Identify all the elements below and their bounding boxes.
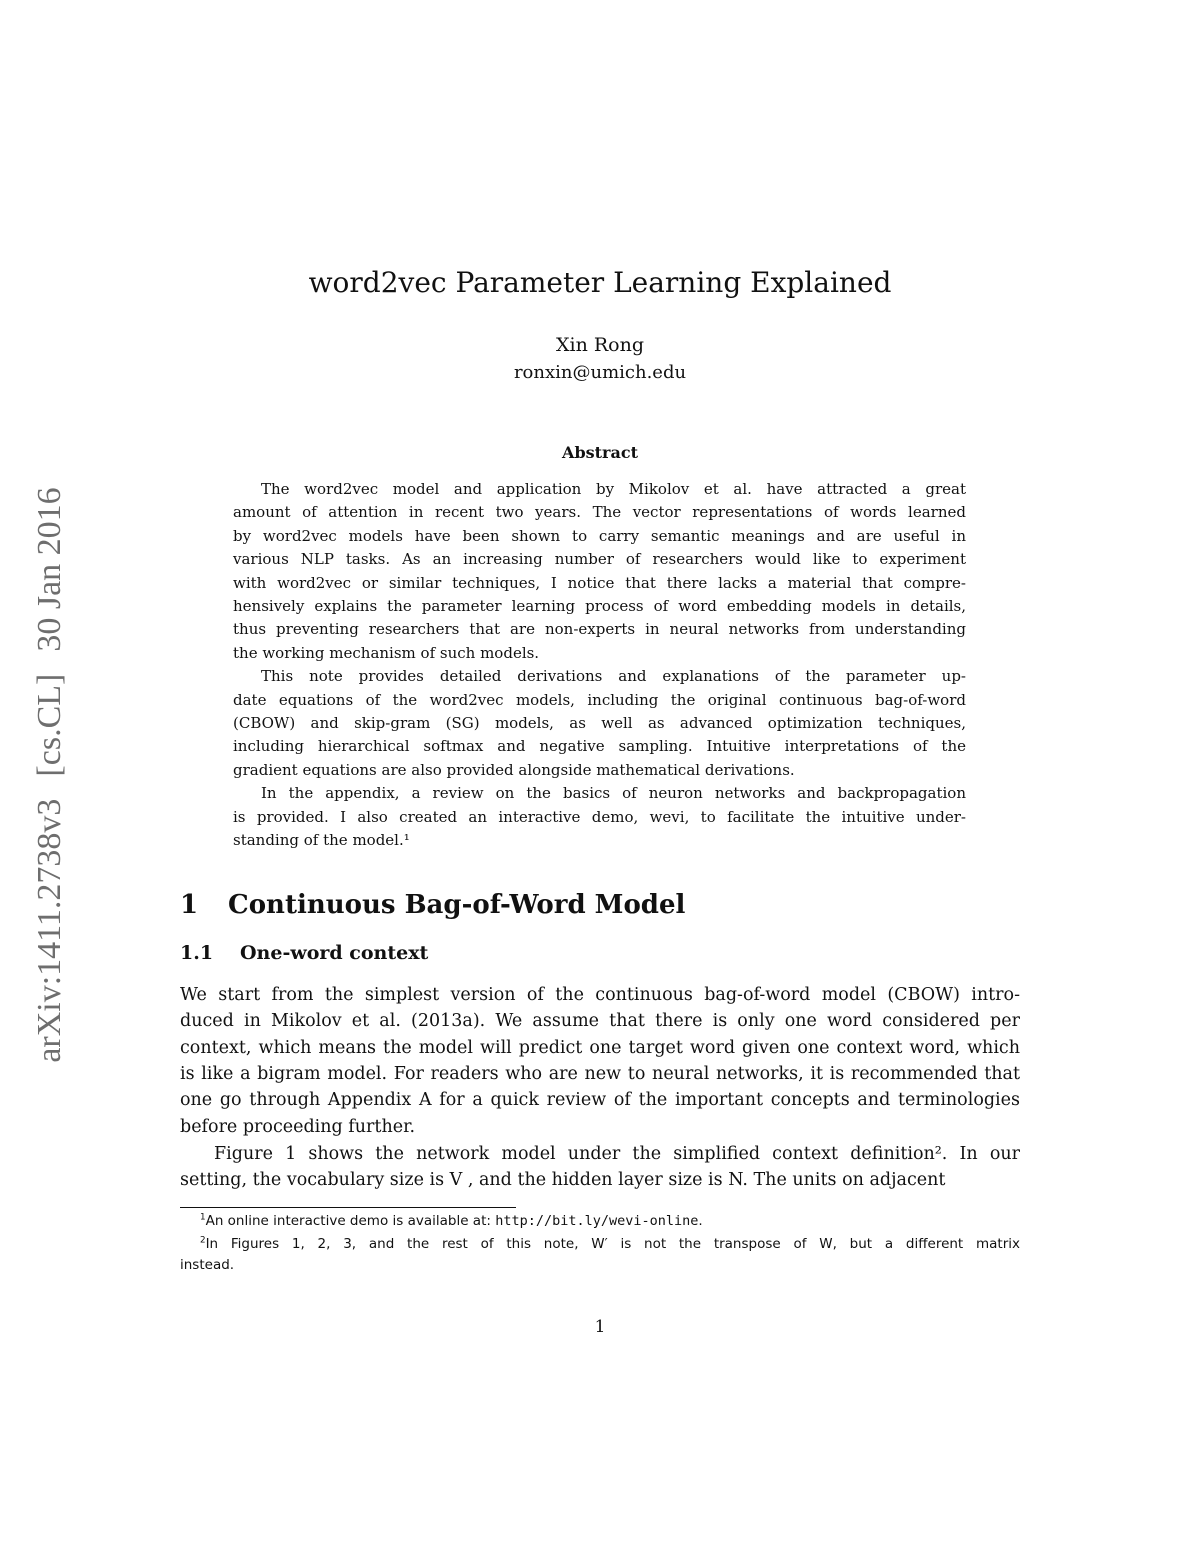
text-line: before proceeding further. xyxy=(180,1116,416,1137)
text-line: amount of attention in recent two years. The vector representations of words learned xyxy=(233,503,966,522)
text-line: The word2vec model and application by Mikolov et al. have attracted a great xyxy=(261,480,966,498)
arxiv-date: 30 Jan 2016 xyxy=(31,487,68,652)
text-line: is provided. I also created an interactive demo, wevi, to facilitate the intuitive under- xyxy=(233,807,966,826)
text-line: with word2vec or similar techniques, I notice that there lacks a material that compre- xyxy=(233,573,966,592)
arxiv-category: [cs.CL] xyxy=(31,673,68,777)
footnote-rule xyxy=(180,1207,516,1208)
footnote-link[interactable]: http://bit.ly/wevi-online xyxy=(495,1213,699,1229)
text-line: hensively explains the parameter learning process of word embedding models in details, xyxy=(233,597,966,615)
text-line: standing of the model.¹ xyxy=(233,831,410,849)
text-line: including hierarchical softmax and negative sampling. Intuitive interpretations of the xyxy=(233,737,966,756)
text-line: one go through Appendix A for a quick review of the important concepts and terminologies xyxy=(180,1090,1020,1111)
text-line: We start from the simplest version of the continuous bag-of-word model (CBOW) intro- xyxy=(180,985,1020,1005)
section-title: Continuous Bag-of-Word Model xyxy=(228,890,686,920)
text-line: This note provides detailed derivations and explanations of the parameter up- xyxy=(261,667,966,686)
subsection-title: One-word context xyxy=(240,942,429,964)
section-heading xyxy=(180,890,685,920)
footnote-text: In Figures 1, 2, 3, and the rest of this note, W′ is not the transpose of W, but a different matrix xyxy=(205,1236,1020,1252)
footnote-2 xyxy=(200,1236,1020,1252)
text-line: (CBOW) and skip-gram (SG) models, as well as advanced optimization techniques, xyxy=(233,714,966,732)
text-line: various NLP tasks. As an increasing number of researchers would like to experiment xyxy=(233,550,966,569)
text-line: duced in Mikolov et al. (2013a). We assume that there is only one word considered per xyxy=(180,1011,1020,1032)
text-line: Figure 1 shows the network model under the simplified context definition². In our xyxy=(214,1143,1020,1164)
page-number: 1 xyxy=(594,1317,606,1337)
footnote-text: An online interactive demo is available at: xyxy=(205,1213,496,1229)
subsection-heading xyxy=(180,942,428,964)
text-line: context, which means the model will predict one target word given one context word, which xyxy=(180,1037,1020,1058)
text-line: In the appendix, a review on the basics of neuron networks and backpropagation xyxy=(261,784,966,803)
footnote-2-continued: instead. xyxy=(180,1257,235,1273)
abstract-heading: Abstract xyxy=(562,443,638,462)
footnote-1 xyxy=(200,1213,703,1229)
text-line: is like a bigram model. For readers who are new to neural networks, it is recommended that xyxy=(180,1063,1020,1084)
section-number: 1 xyxy=(180,890,199,920)
subsection-number: 1.1 xyxy=(180,942,214,964)
text-line: setting, the vocabulary size is V , and the hidden layer size is N. The units on adjacent xyxy=(180,1170,946,1191)
arxiv-stamp xyxy=(31,465,69,1062)
text-line: the working mechanism of such models. xyxy=(233,643,540,662)
author-name: Xin Rong xyxy=(555,334,645,356)
footnote-mark: 2 xyxy=(200,1235,206,1246)
text-line: by word2vec models have been shown to carry semantic meanings and are useful in xyxy=(233,526,966,545)
text-line: gradient equations are also provided alongside mathematical derivations. xyxy=(233,760,795,779)
author-email: ronxin@umich.edu xyxy=(513,362,687,383)
text-line: date equations of the word2vec models, including the original continuous bag-of-word xyxy=(233,690,966,709)
text-line: thus preventing researchers that are non-experts in neural networks from understanding xyxy=(233,620,966,639)
arxiv-id: arXiv:1411.2738v3 xyxy=(31,798,68,1063)
footnote-mark: 1 xyxy=(200,1212,206,1223)
footnote-period: . xyxy=(698,1213,703,1229)
paper-title: word2vec Parameter Learning Explained xyxy=(308,266,892,299)
